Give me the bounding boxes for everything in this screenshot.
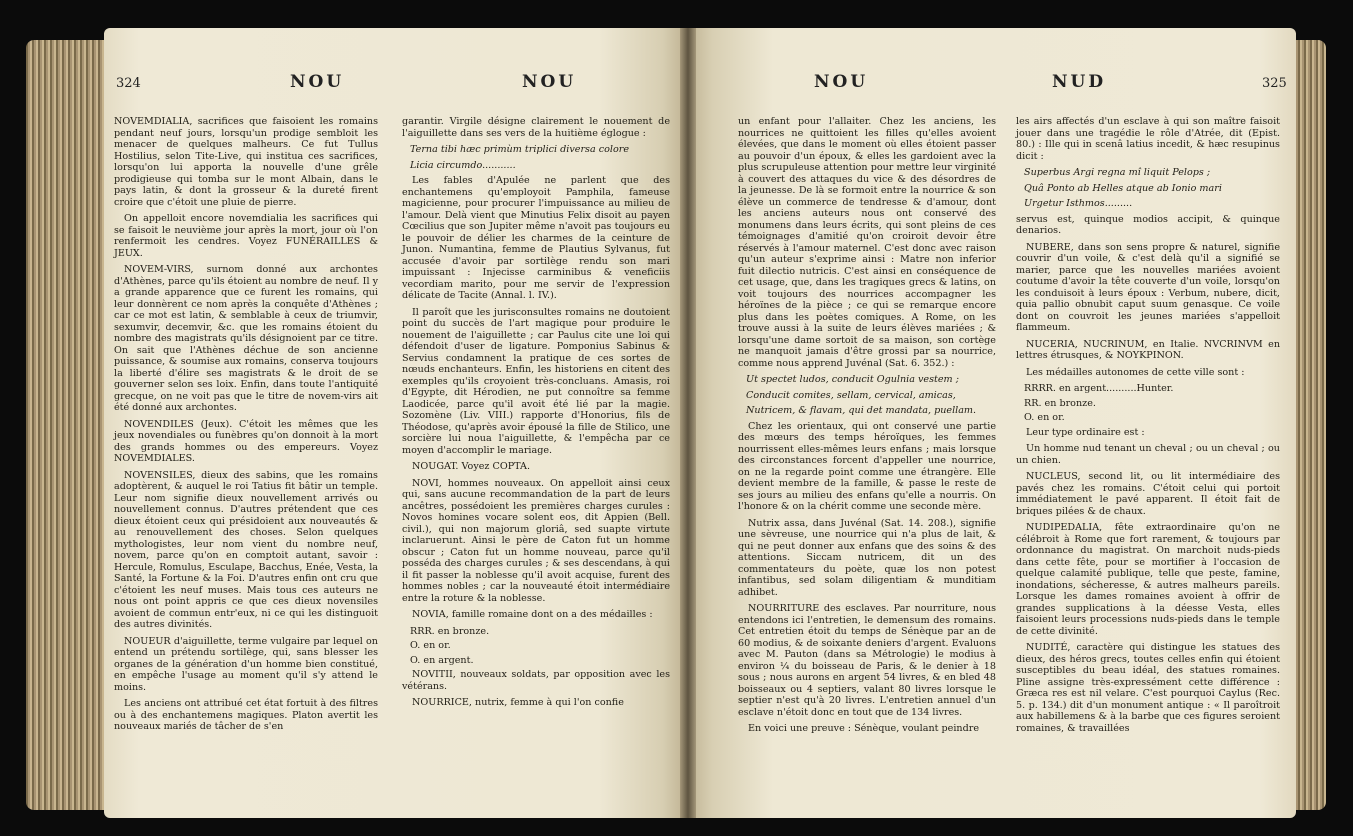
left-column-2 <box>402 116 670 714</box>
entry-novemdialia: NOVEMDIALIA, sacrifices que faisoient les romains pendant neuf jours, lorsqu'un prodige sembloit les menacer de quelques malheurs. Ce fut Tullus Hostilius, selon Tite-Live, qui institua ces sacrifices, lorsqu'on lui apporta la nouvelle d'une grêle prodigieuse qui tomba sur le mont Albain, dans le pays latin, & dont la grosseur & la dureté firent croire que c'étoit une pluie de pierre. <box>114 116 378 208</box>
right-page-number: 325 <box>1262 76 1287 91</box>
medal-line: RRR. en bronze. <box>410 625 490 637</box>
entry-novitii: NOVITII, nouveaux soldats, par opposition avec les vétérans. <box>402 669 670 692</box>
entry-nuceria: NUCERIA, NUCRINUM, en Italie. NVCRINVM en lettres étrusques, & NOYKPINON. <box>1016 338 1280 361</box>
medal-line: RRRR. en argent..........Hunter. <box>1024 383 1174 394</box>
left-header-2: NOU <box>522 72 577 92</box>
entry-novendiles: NOVENDILES (Jeux). C'étoit les mêmes que les jeux novendiales ou funèbres qu'on donnoit à la mort des grands hommes ou des empereurs. Voyez NOVEMDIALES. <box>114 418 378 464</box>
left-header-1: NOU <box>290 72 345 92</box>
book-gutter <box>680 28 696 818</box>
paragraph: Les anciens ont attribué cet état fortuit à des filtres ou à des enchantemens magiques. Platon avertit les nouveaux mariés de tâcher de s'en <box>114 698 378 732</box>
right-page <box>688 28 1296 818</box>
verse-line: Licia circumdo........... <box>410 159 516 171</box>
right-column-1 <box>738 116 996 740</box>
entry-nucleus: NUCLEUS, second lit, ou lit intermédiaire des pavés chez les romains. C'étoit celui qui portoit immédiatement le pavé apparent. Il étoit fait de briques pilées & de chaux. <box>1016 471 1280 517</box>
entry-nudite: NUDITÉ, caractère qui distingue les statues des dieux, des héros grecs, toutes celles enfin qui étoient susceptibles du beau idéal, des statues romaines. Pline assigne très-expressément cette différence : Græca res est nil velare. C'est pourquoi Caylus (Rec. 5. p. 134.) dit d'un monument antique : « Il paroîtroit aux habillemens & à la barbe que ces figures seroient romaines, & travaillées <box>1016 642 1280 734</box>
verse-line: Ut spectet ludos, conducit Ogulnia vestem ; <box>746 374 959 385</box>
verse-line: Conducit comites, sellam, cervical, amicas, <box>746 389 956 401</box>
paragraph: Nutrix assa, dans Juvénal (Sat. 14. 208.), signifie une sèvreuse, une nourrice qui n'a plus de lait, & qui ne peut donner aux enfans que des soins & des attentions. Siccam nutricem, dit un des commentateurs du poète, quæ los non potest infantibus, sed solam diligentiam & munditiam adhibet. <box>738 517 996 598</box>
verse-line: Nutricem, & flavam, qui det mandata, puellam. <box>746 405 977 416</box>
paragraph: En voici une preuve : Sénèque, voulant peindre <box>748 723 980 734</box>
medal-line: O. en or. <box>410 640 451 651</box>
right-header-2: NUD <box>1052 72 1107 92</box>
entry-nourrice: NOURRICE, nutrix, femme à qui l'on confie <box>412 697 624 708</box>
verse-line: Superbus Argi regna mî liquit Pelops ; <box>1024 167 1211 178</box>
paragraph: Leur type ordinaire est : <box>1026 426 1145 438</box>
left-page-number: 324 <box>116 76 141 91</box>
paragraph: Un homme nud tenant un cheval ; ou un cheval ; ou un chien. <box>1016 443 1280 466</box>
paragraph: Chez les orientaux, qui ont conservé une partie des mœurs des temps héroïques, les femmes nourrissent elles-mêmes leurs enfans ; mais lorsque des circonstances forcent d'appeller une nourrice, on ne la regarde point comme une étrangère. Elle devient membre de la famille, & passe le reste de ses jours au milieu des enfans qu'elle a nourris. On l'honore & on la chérit comme une seconde mère. <box>738 420 996 512</box>
entry-nubere: NUBERE, dans son sens propre & naturel, signifie couvrir d'un voile, & c'est delà qu'il a signifié se marier, parce que les nouvelles mariées avoient coutume d'avoir la tête couverte d'un voile, lorsqu'on les conduisoit à leurs époux : Verbum, nubere, dicit, quia pallio obnubit caput suum genasque. Ce voile dont on couvroit les jeunes mariées s'appelloit flammeum. <box>1016 241 1280 333</box>
paragraph: les airs affectés d'un esclave à qui son maître faisoit jouer dans une tragédie le rôle d'Atrée, dit (Epist. 80.) : Ille qui in scenâ latius incedit, & hæc resupinus dicit : <box>1016 116 1280 162</box>
verse-line: Terna tibi hæc primùm triplici diversa colore <box>410 144 630 155</box>
entry-nudipedalia: NUDIPEDALIA, fête extraordinaire qu'on ne célébroit à Rome que fort rarement, & toujours par ordonnance du magistrat. On marchoit nuds-pieds dans cette fête, pour se mortifier à l'occasion de quelque calamité publique, telle que peste, famine, inondations, sécheresse, & autres malheurs pareils. Lorsque les dames romaines avoient à offrir de grandes supplications à la déesse Vesta, elles faisoient leurs processions nuds-pieds dans le temple de cette divinité. <box>1016 522 1280 637</box>
left-column-1 <box>114 116 378 738</box>
entry-nourriture: NOURRITURE des esclaves. Par nourriture, nous entendons ici l'entretien, le demensum des romains. Cet entretien étoit du temps de Sénèque par an de 60 modius, & de soixante deniers d'argent. Evaluons avec M. Pauton (dans sa Métrologie) le modius à environ ¼ du boisseau de Paris, & le denier à 18 sous ; nous aurons en argent 54 livres, & en bled 48 boisseaux ou 4 septiers, valant 80 livres lorsque le septier n'est qu'à 20 livres. L'entretien annuel d'un esclave n'étoit donc en tout que de 134 livres. <box>738 603 996 718</box>
paragraph: un enfant pour l'allaiter. Chez les anciens, les nourrices ne quittoient les filles qu'elles avoient élevées, que dans le moment où elles étoient passer au pouvoir d'un époux, & elles les gardoient avec la plus scrupuleuse attention pour mettre leur virginité à couvert des attaques du vice & des désordres de la jeunesse. De là se formoit entre la nourrice & son élève un commerce de tendresse & d'amour, dont les anciens auteurs nous ont conservé des monumens dans leurs écrits, qui sont pleins de ces témoignages d'amitié qu'on croiroit devoir être réservés à l'amour maternel. C'est donc avec raison qu'un auteur s'exprime ainsi : Matre non inferior fuit dilectio nutricis. C'est ainsi en conséquence de cet usage, que, dans les tragiques grecs & latins, on voit toujours des nourrices accompagner les héroïnes de la pièce ; ce qui se remarque encore plus dans les poètes comiques. A Rome, on les trouve aussi à la suite de leurs élèves mariées ; & lorsqu'une dame sortoit de sa maison, son cortège ne manquoit jamais d'être grossi par sa nourrice, comme nous apprend Juvénal (Sat. 6. 352.) : <box>738 116 996 369</box>
paragraph: servus est, quinque modios accipit, & quinque denarios. <box>1016 213 1280 236</box>
entry-novi: NOVI, hommes nouveaux. On appelloit ainsi ceux qui, sans aucune recommandation de la part de leurs ancêtres, possédoient les premières charges curules : Novos homines vocare solent eos, dit Appien (Bell. civil.), qui non majorum gloriâ, sed suapte virtute inclaruerunt. Ainsi le père de Caton fut un homme obscur ; Caton fut un homme nouveau, parce qu'il posséda des charges curules ; & ses descendans, à qui il fit passer la noblesse qu'il avoit acquise, furent des hommes nobles ; car la nouveauté étoit intermédiaire entre la roture & la noblesse. <box>402 477 670 604</box>
verse-line: Quâ Ponto ab Helles atque ab Ionio mari <box>1024 182 1222 194</box>
entry-novem-virs: NOVEM-VIRS, surnom donné aux archontes d'Athènes, parce qu'ils étoient au nombre de neuf. Il y a grande apparence que ce furent les romains, qui leur donnèrent ce nom après la conquête d'Athènes ; car ce mot est latin, & semblable à ceux de triumvir, sexumvir, decemvir, &c. que les romains étoient du nombre des magistrats qu'ils désignoient par ce titre. On sait que l'Athènes déchue de son ancienne puissance, & soumise aux romains, conserva toujours la liberté d'élire ses magistrats & le droit de se gouverner selon ses loix. Enfin, dans toute l'antiquité grecque, on ne voit pas que le titre de novem-virs ait été donné aux archontes. <box>114 264 378 413</box>
paragraph: On appelloit encore novemdialia les sacrifices qui se faisoit le neuvième jour après la mort, jour où l'on renfermoit les cendres. Voyez FUNÉRAILLES & JEUX. <box>114 213 378 259</box>
page-edges-left <box>26 40 106 810</box>
entry-nougat: NOUGAT. Voyez COPTA. <box>412 461 531 472</box>
paragraph: Les fables d'Apulée ne parlent que des enchantemens qu'employoit Pamphila, fameuse magicienne, pour procurer l'impuissance au milieu de l'amour. Delà vient que Minutius Felix disoit au payen Cœcilius que son Jupiter même n'avoit pas toujours eu le pouvoir de délier les charmes de la ceinture de Junon. Numantina, femme de Plautius Sylvanus, fut accusée d'avoir par sortilège rendu son mari impuissant : Injecisse carminibus & veneficiis vecordiam marito, pour me servir de l'expression délicate de Tacite (Annal. l. IV.). <box>402 175 670 301</box>
left-page <box>104 28 686 818</box>
paragraph: garantir. Virgile désigne clairement le nouement de l'aiguillette dans ses vers de la huitième églogue : <box>402 116 670 139</box>
entry-novia: NOVIA, famille romaine dont on a des médailles : <box>412 609 653 620</box>
verse-line: Urgetur Isthmos......... <box>1024 198 1133 209</box>
medal-line: RR. en bronze. <box>1024 397 1096 409</box>
medal-line: O. en argent. <box>410 654 474 666</box>
entry-noueur: NOUEUR d'aiguillette, terme vulgaire par lequel on entend un prétendu sortilège, qui, sans blesser les organes de la génération d'un homme bien constitué, en empêche l'usage au moment qu'il s'y attend le moins. <box>114 635 378 693</box>
entry-novensiles: NOVENSILES, dieux des sabins, que les romains adoptèrent, & auquel le roi Tatius fit bâtir un temple. Leur nom signifie dieux nouvellement arrivés ou nouvellement connus. D'autres prétendent que ces dieux étoient ceux qui présidoient aux nouveautés & au renouvellement des choses. Selon quelques mythologistes, leur nom vient du nombre neuf, novem, parce qu'on en comptoit autant, savoir : Hercule, Romulus, Esculape, Bacchus, Enée, Vesta, la Santé, la Fortune & la Foi. D'autres enfin ont cru que c'étoient les neuf muses. Mais tous ces auteurs ne nous ont point appris ce que ces dieux novensiles avoient de commun entr'eux, ni ce qui les distinguoit des autres divinités. <box>114 469 378 630</box>
page-edges-right <box>1294 40 1326 810</box>
paragraph: Il paroît que les jurisconsultes romains ne doutoient point du succès de l'art magique pour produire le nouement de l'aiguillette ; car Paulus cite une loi qui défendoit d'user de ligature. Pomponius Sabinus & Servius condamnent la pratique de ces sortes de nœuds enchanteurs. Enfin, les historiens en citent des exemples qu'ils croyoient très-concluans. Amasis, roi d'Egypte, dit Hérodien, ne put connoître sa femme Laodicée, parce qu'il avoit été lié par la magie. Sozomène (Liv. VIII.) rapporte d'Honorius, fils de Théodose, qu'après avoir épousé la fille de Stilico, une sorcière lui noua l'aiguillette, & l'empêcha par ce moyen d'accomplir le mariage. <box>402 306 670 456</box>
paragraph: Les médailles autonomes de cette ville sont : <box>1026 366 1245 378</box>
right-header-1: NOU <box>814 72 869 92</box>
medal-line: O. en or. <box>1024 412 1065 423</box>
right-column-2 <box>1016 116 1280 739</box>
